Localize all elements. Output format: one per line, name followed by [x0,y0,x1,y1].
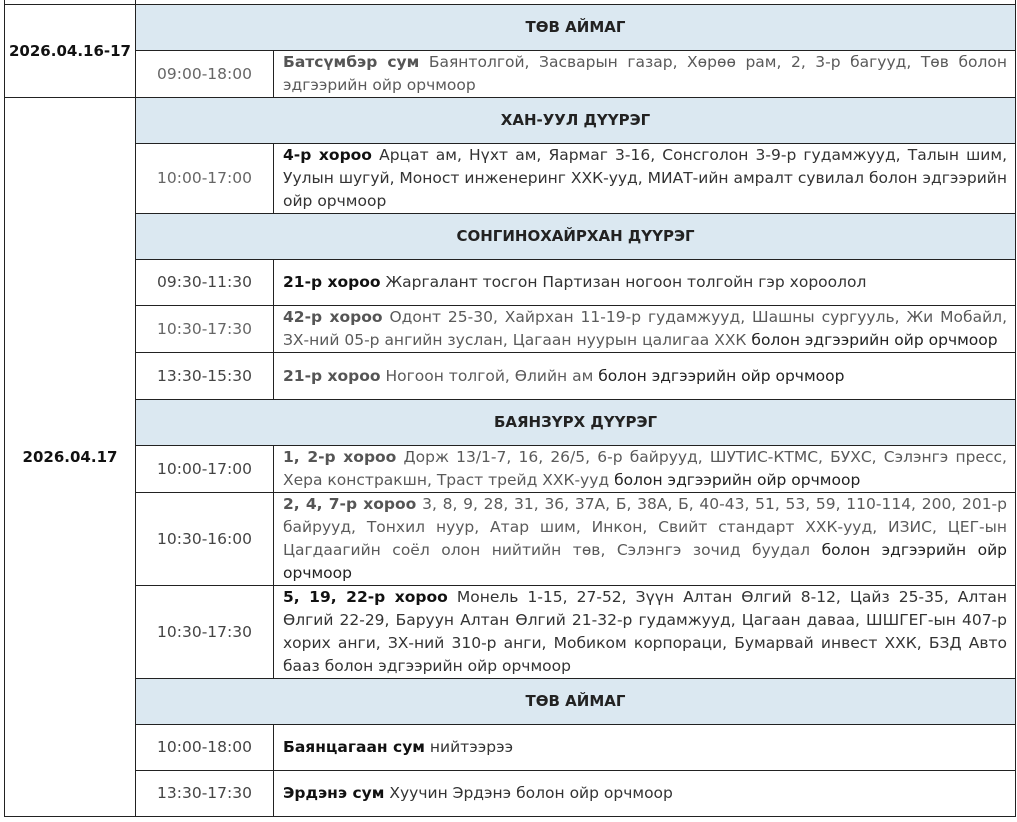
location-detail: Хуучин Эрдэнэ болон ойр орчмоор [389,784,673,802]
description-cell [274,771,1016,817]
table-row [5,51,1016,98]
table-row [5,771,1016,817]
section-title: ХАН-УУЛ ДҮҮРЭГ [136,98,1016,144]
outage-schedule-table [4,0,1016,817]
location-name: 1, 2-р хороо [283,448,397,466]
time-cell: 09:30-11:30 [136,260,274,306]
location-detail: 3, 8, 9, 28, 31, 36, 37А, Б, 38А, Б, 40-43, 51, 53, 59, 110-114, 200, 201-р байрууд, Тонхил нуур, Атар шим, Инкон, Свийт стандарт ХХК-ууд, ИЗИС, ЦЕГ-ын Цагдаагийн соёл олон нийтийн төв, Сэлэнгэ зочид буудал [283,495,1007,559]
time-cell: 10:00-17:00 [136,446,274,493]
location-detail: Одонт 25-30, Хайрхан 11-19-р гудамжууд, Шашны сургууль, Жи Мобайл, ЗХ-ний 05-р ангийн зуслан, Цагаан нуурын цалигаа ХХК [283,308,1007,349]
location-detail: Жаргалант тосгон Партизан ногоон толгойн гэр хороолол [385,273,867,291]
location-detail: Баянтолгой, Засварын газар, Хөрөө рам, 2, 3-р багууд, Төв болон эдгээрийн ойр орчмоор [283,53,1008,94]
location-name: 42-р хороо [283,308,383,326]
description-cell [274,493,1016,586]
description-cell [274,725,1016,771]
section-title: ТӨВ АЙМАГ [136,679,1016,725]
location-detail: Арцат ам, Нүхт ам, Яармаг 3-16, Сонсголон 3-9-р гудамжууд, Талын шим, Уулын шугуй, Моност инженеринг ХХК-ууд, МИАТ-ийн амралт сувилал болон эдгээрийн ойр орчмоор [283,146,1007,210]
location-detail: Дорж 13/1-7, 16, 26/5, 6-р байрууд, ШУТИС-КТМС, БУХС, Сэлэнгэ пресс, Хера констракшн, Траст трейд ХХК-ууд [283,448,1007,489]
time-cell: 10:00-18:00 [136,725,274,771]
description-cell [274,353,1016,400]
location-detail: Монель 1-15, 27-52, Зүүн Алтан Өлгий 8-12, Цайз 25-35, Алтан Өлгий 22-29, Баруун Алтан Өлгий 21-32-р гудамжууд, Цагаан даваа, ШШГЕГ-ын 407-р хорих анги, ЗХ-ний 310-р анги, Мобиком корпораци, Бумарвай инвест ХХК, БЗД Авто бааз болон эдгээрийн ойр орчмоор [283,588,1007,675]
table-row [5,446,1016,493]
table-row [5,586,1016,679]
section-header-row [5,214,1016,260]
section-title: СОНГИНОХАЙРХАН ДҮҮРЭГ [136,214,1016,260]
location-detail: Ногоон толгой, Өлийн ам [385,366,594,385]
location-name: 5, 19, 22-р хороо [283,588,448,606]
section-header-row [5,98,1016,144]
table-row [5,725,1016,771]
location-name: Баянцагаан сум [283,738,425,756]
table-row [5,144,1016,214]
time-cell: 10:30-17:30 [136,306,274,353]
location-name: 2, 4, 7-р хороо [283,495,417,513]
time-cell: 13:30-15:30 [136,353,274,400]
section-title: БАЯНЗҮРХ ДҮҮРЭГ [136,400,1016,446]
location-name: Батсүмбэр сум [283,53,420,71]
location-name: 4-р хороо [283,146,372,164]
location-tail: болон эдгээрийн ойр орчмоор [751,331,998,349]
description-cell [274,144,1016,214]
description-cell [274,51,1016,98]
description-cell [274,260,1016,306]
time-cell: 10:30-17:30 [136,586,274,679]
location-name: 21-р хороо [283,366,381,385]
table-row [5,260,1016,306]
location-name: Эрдэнэ сум [283,784,385,802]
location-tail: болон эдгээрийн ойр орчмоор [598,366,845,385]
time-cell: 10:00-17:00 [136,144,274,214]
section-header-row [5,679,1016,725]
date-cell: 2026.04.17 [5,98,136,817]
location-detail: нийтээрээ [429,738,514,756]
section-title: ТӨВ АЙМАГ [136,5,1016,51]
time-cell: 09:00-18:00 [136,51,274,98]
location-tail: болон эдгээрийн ойр орчмоор [283,541,1007,582]
table-row [5,306,1016,353]
section-header-row [5,400,1016,446]
time-cell: 10:30-16:00 [136,493,274,586]
table-row [5,353,1016,400]
table-row [5,493,1016,586]
description-cell [274,306,1016,353]
description-cell [274,586,1016,679]
date-cell: 2026.04.16-17 [5,5,136,98]
location-name: 21-р хороо [283,273,381,291]
location-tail: болон эдгээрийн ойр орчмоор [614,471,861,489]
time-cell: 13:30-17:30 [136,771,274,817]
description-cell [274,446,1016,493]
section-header-row [5,5,1016,51]
